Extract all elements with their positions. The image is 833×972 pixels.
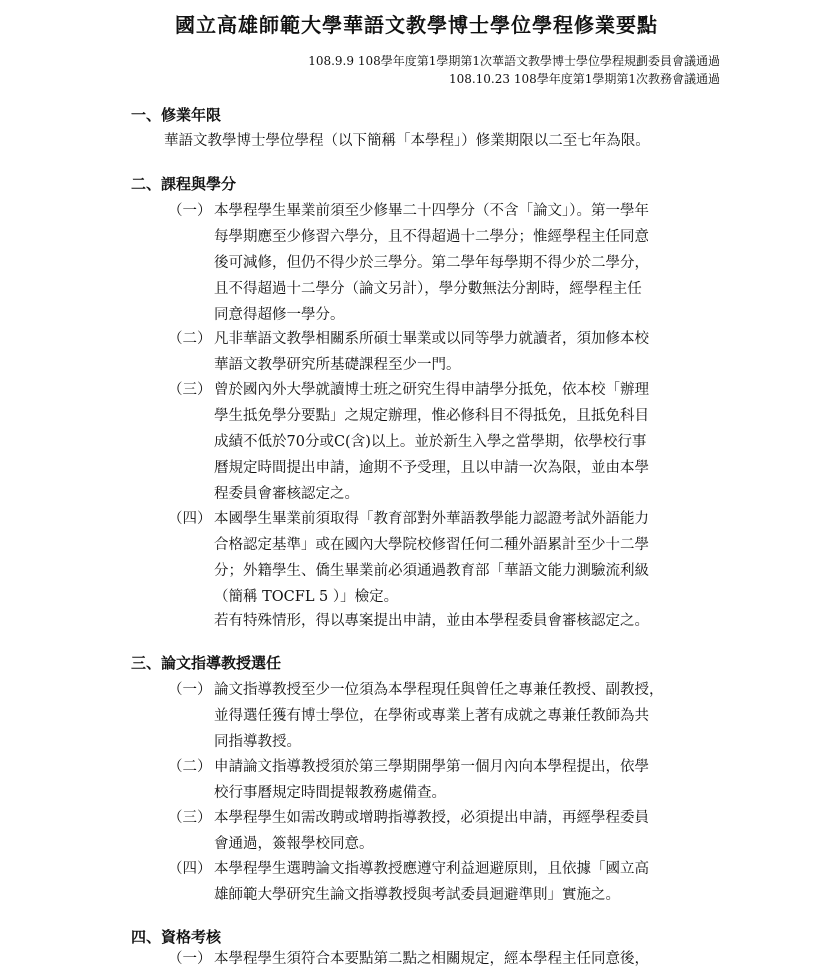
item-line: 凡非華語文教學相關系所碩士畢業或以同等學力就讀者，須加修本校 [214, 331, 649, 347]
item-number: （一） [168, 951, 212, 967]
list-item [168, 198, 728, 328]
item-line: 曆規定時間提出申請，逾期不予受理，且以申請一次為限，並由本學 [214, 460, 649, 476]
section-heading: 四、資格考核 [131, 928, 222, 946]
item-line: 本學程學生須符合本要點第二點之相關規定，經本學程主任同意後， [214, 951, 649, 967]
approval-note: 108.10.23 108學年度第1學期第1次教務會議通過 [448, 72, 720, 86]
item-line: 本學程學生如需改聘或增聘指導教授，必須提出申請，再經學程委員 [214, 810, 649, 826]
item-line: 每學期應至少修習六學分，且不得超過十二學分；惟經學程主任同意 [214, 229, 649, 245]
list-item [168, 856, 728, 908]
item-line: 同指導教授。 [214, 734, 301, 750]
item-line: 分；外籍學生、僑生畢業前必須通過教育部「華語文能力測驗流利級 [214, 563, 649, 579]
list-item [168, 326, 728, 378]
item-line: 華語文教學研究所基礎課程至少一門。 [214, 357, 461, 373]
item-body [214, 506, 728, 610]
item-line: 申請論文指導教授須於第三學期開學第一個月內向本學程提出，依學 [214, 759, 649, 775]
item-body [214, 946, 728, 972]
item-number: （二） [168, 759, 212, 775]
item-line: 曾於國內外大學就讀博士班之研究生得申請學分抵免，依本校「辦理 [214, 382, 649, 398]
list-item [168, 754, 728, 806]
item-number: （三） [168, 382, 212, 398]
section-text: 華語文教學博士學位學程（以下簡稱「本學程」）修業期限以二至七年為限。 [164, 133, 650, 149]
item-line: 後可減修，但仍不得少於三學分。第二學年每學期不得少於二學分， [214, 255, 649, 271]
item-body [214, 805, 728, 857]
item-line: 雄師範大學研究生論文指導教授與考試委員迴避準則」實施之。 [214, 887, 620, 903]
item-body [214, 856, 728, 908]
section-heading: 一、修業年限 [131, 106, 222, 124]
item-body [214, 377, 728, 507]
item-number: （四） [168, 511, 212, 527]
special-case-note: 若有特殊情形，得以專案提出申請，並由本學程委員會審核認定之。 [214, 613, 649, 629]
item-body [214, 326, 728, 378]
approval-note: 108.9.9 108學年度第1學期第1次華語文教學博士學位學程規劃委員會議通過 [308, 54, 720, 68]
item-number: （四） [168, 861, 212, 877]
item-line: 成績不低於70分或C(含)以上。並於新生入學之當學期，依學校行事 [214, 434, 647, 450]
item-line: （簡稱 TOCFL 5 ）」檢定。 [214, 589, 399, 605]
list-item [168, 506, 728, 610]
item-body [214, 198, 728, 328]
item-line: 會通過，簽報學校同意。 [214, 836, 374, 852]
list-item [168, 805, 728, 857]
list-item [168, 677, 728, 755]
item-line: 本國學生畢業前須取得「教育部對外華語教學能力認證考試外語能力 [214, 511, 649, 527]
item-line: 學生抵免學分要點」之規定辦理，惟必修科目不得抵免，且抵免科目 [214, 408, 649, 424]
item-body [214, 754, 728, 806]
item-line: 且不得超過十二學分（論文另計），學分數無法分割時，經學程主任 [214, 281, 642, 297]
item-line: 本學程學生選聘論文指導教授應遵守利益迴避原則，且依據「國立高 [214, 861, 649, 877]
document-title: 國立高雄師範大學華語文教學博士學位學程修業要點 [175, 13, 658, 37]
item-number: （一） [168, 203, 212, 219]
section-heading: 二、課程與學分 [131, 175, 237, 193]
item-number: （一） [168, 682, 212, 698]
section-heading: 三、論文指導教授選任 [131, 654, 282, 672]
item-line: 並得選任獲有博士學位，在學術或專業上著有成就之專兼任教師為共 [214, 708, 649, 724]
item-number: （二） [168, 331, 212, 347]
list-item [168, 377, 728, 507]
item-line: 論文指導教授至少一位須為本學程現任與曾任之專兼任教授、副教授， [214, 682, 664, 698]
item-line: 程委員會審核認定之。 [214, 486, 359, 502]
item-number: （三） [168, 810, 212, 826]
item-line: 同意得超修一學分。 [214, 307, 345, 323]
item-body [214, 677, 728, 755]
item-line: 合格認定基準」或在國內大學院校修習任何二種外語累計至少十二學 [214, 537, 649, 553]
item-line: 本學程學生畢業前須至少修畢二十四學分（不含「論文」）。第一學年 [214, 203, 649, 219]
list-item [168, 946, 728, 972]
item-line: 校行事曆規定時間提報教務處備查。 [214, 785, 446, 801]
